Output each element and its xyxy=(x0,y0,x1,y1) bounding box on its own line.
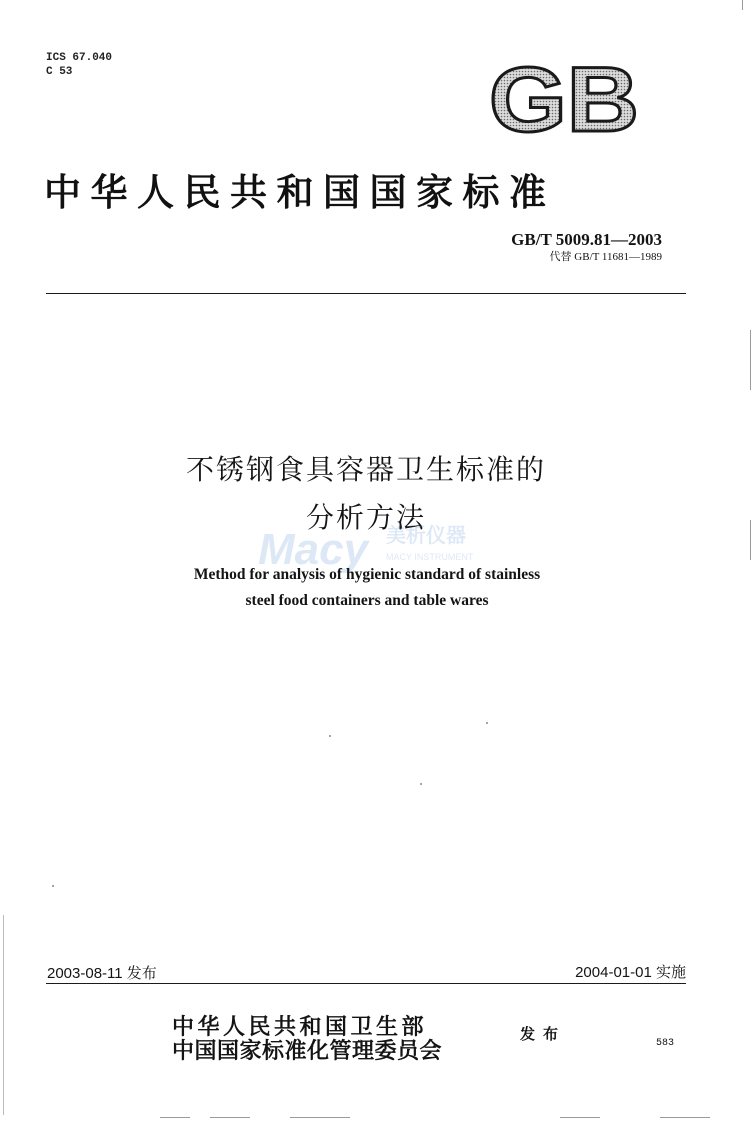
scan-edge-mark xyxy=(3,915,4,1115)
scan-speck xyxy=(486,722,488,724)
ccs-code: C 53 xyxy=(46,66,73,78)
watermark-cn: 美析仪器 xyxy=(386,523,466,547)
gb-logo xyxy=(488,58,640,138)
national-standard-heading: 中华人民共和国国家标准 xyxy=(44,170,556,214)
implementation-date: 2004-01-01 实施 xyxy=(575,964,686,981)
page-number: 583 xyxy=(656,1038,675,1049)
issuer-sac: 中国国家标准化管理委员会 xyxy=(172,1038,443,1064)
standard-code: GB/T 5009.81—2003 xyxy=(511,230,662,249)
scan-speck xyxy=(420,783,422,785)
scan-speck xyxy=(52,885,54,887)
scan-bottom-dash xyxy=(210,1117,250,1118)
title-en-line1: Method for analysis of hygienic standard of stainless xyxy=(193,566,541,583)
scan-edge-mark xyxy=(750,520,751,560)
issue-date: 2003-08-11 发布 xyxy=(47,965,157,982)
title-en-line2: steel food containers and table wares xyxy=(245,592,489,609)
footer-divider xyxy=(46,983,686,984)
watermark-en: MACY INSTRUMENT xyxy=(386,552,474,562)
classification-codes xyxy=(46,51,112,79)
watermark-brand: Macy xyxy=(258,525,369,574)
ics-code: ICS 67.040 xyxy=(46,52,113,64)
scan-bottom-dash xyxy=(160,1117,190,1118)
replaces-standard: 代替 GB/T 11681—1989 xyxy=(549,251,662,263)
scan-bottom-dash xyxy=(560,1117,600,1118)
header-divider xyxy=(46,293,686,294)
title-cn-line2: 分析方法 xyxy=(305,501,426,534)
issuer-ministry-of-health: 中华人民共和国卫生部 xyxy=(172,1014,428,1040)
gb-logo-text: GB xyxy=(489,58,639,138)
title-cn-line1: 不锈钢食具容器卫生标准的 xyxy=(185,453,546,486)
scan-bottom-dash xyxy=(660,1117,710,1118)
issued-by-label: 发布 xyxy=(520,1025,567,1043)
scan-edge-mark xyxy=(742,0,743,10)
standard-number-block xyxy=(511,230,662,264)
scan-edge-mark xyxy=(750,330,751,390)
scan-speck xyxy=(329,735,331,737)
scan-bottom-dash xyxy=(290,1117,350,1118)
